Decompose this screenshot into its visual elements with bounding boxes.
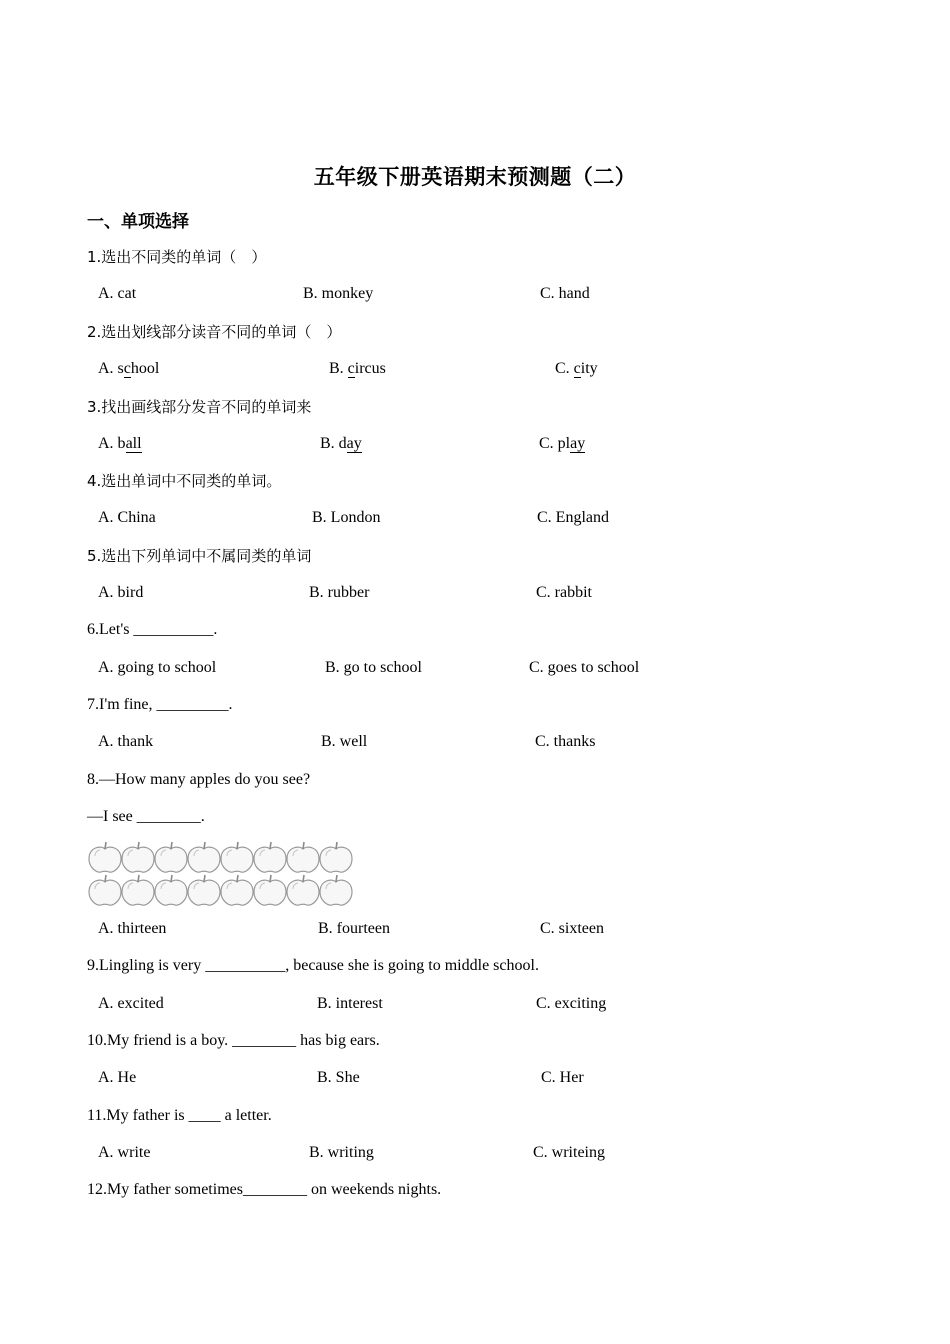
question-2-option-b[interactable]: B. circus — [329, 360, 386, 377]
page-title: 五年级下册英语期末预测题（二） — [313, 165, 637, 189]
apple-icon — [188, 842, 220, 872]
question-11-option-a[interactable]: A. write — [98, 1144, 151, 1161]
apple-icon — [221, 875, 253, 905]
question-5-option-c[interactable]: C. rabbit — [536, 584, 592, 601]
question-5-option-b[interactable]: B. rubber — [309, 584, 370, 601]
question-2-option-c[interactable]: C. city — [555, 360, 598, 377]
apple-icon — [320, 842, 352, 872]
underlined-part: ay — [570, 435, 586, 452]
question-8-option-a[interactable]: A. thirteen — [98, 920, 167, 937]
apple-icon — [122, 875, 154, 905]
underlined-part: c — [573, 360, 581, 377]
question-7-stem: 7.I'm fine, _________. — [87, 696, 233, 713]
question-6-option-a[interactable]: A. going to school — [98, 659, 217, 676]
question-3-option-b[interactable]: B. day — [320, 435, 362, 452]
underlined-part: ay — [346, 435, 362, 452]
question-10-option-a[interactable]: A. He — [98, 1069, 137, 1086]
question-11-stem: 11.My father is ____ a letter. — [87, 1107, 272, 1124]
question-1-option-a[interactable]: A. cat — [98, 285, 137, 302]
question-6-option-c[interactable]: C. goes to school — [529, 659, 640, 676]
question-7-option-c[interactable]: C. thanks — [535, 733, 596, 750]
question-6-stem: 6.Let's __________. — [87, 621, 218, 638]
apples-illustration — [88, 840, 353, 908]
question-10-option-c[interactable]: C. Her — [541, 1069, 584, 1086]
question-9-option-c[interactable]: C. exciting — [536, 995, 607, 1012]
question-3-stem: 3.找出画线部分发音不同的单词来 — [87, 398, 312, 416]
question-8-option-c[interactable]: C. sixteen — [540, 920, 604, 937]
question-3-option-a[interactable]: A. ball — [98, 435, 142, 452]
question-1-option-b[interactable]: B. monkey — [303, 285, 374, 302]
apple-icon — [188, 875, 220, 905]
question-7-option-a[interactable]: A. thank — [98, 733, 154, 750]
question-4-option-b[interactable]: B. London — [312, 509, 381, 526]
apple-icon — [287, 875, 319, 905]
underlined-part: c — [347, 360, 355, 377]
question-4-option-a[interactable]: A. China — [98, 509, 156, 526]
apple-icon — [254, 842, 286, 872]
question-11-option-b[interactable]: B. writing — [309, 1144, 374, 1161]
question-10-stem: 10.My friend is a boy. ________ has big ears. — [87, 1032, 380, 1049]
question-2-option-a[interactable]: A. school — [98, 360, 160, 377]
underlined-part: all — [125, 435, 142, 452]
question-7-option-b[interactable]: B. well — [321, 733, 368, 750]
underlined-part: c — [123, 360, 131, 377]
question-8-stem: 8.—How many apples do you see? — [87, 771, 311, 788]
apple-icon — [287, 842, 319, 872]
question-11-option-c[interactable]: C. writeing — [533, 1144, 605, 1161]
section-heading: 一、单项选择 — [87, 212, 189, 232]
question-6-option-b[interactable]: B. go to school — [325, 659, 422, 676]
question-9-stem: 9.Lingling is very __________, because she is going to middle school. — [87, 957, 539, 974]
apple-icon — [155, 875, 187, 905]
question-9-option-a[interactable]: A. excited — [98, 995, 164, 1012]
apple-icon — [155, 842, 187, 872]
apple-icon — [320, 875, 352, 905]
question-5-stem: 5.选出下列单词中不属同类的单词 — [87, 547, 312, 565]
question-10-option-b[interactable]: B. She — [317, 1069, 360, 1086]
question-4-stem: 4.选出单词中不同类的单词。 — [87, 472, 282, 490]
question-1-stem: 1.选出不同类的单词（ ） — [87, 248, 267, 266]
apple-icon — [89, 842, 121, 872]
question-4-option-c[interactable]: C. England — [537, 509, 609, 526]
apple-icon — [122, 842, 154, 872]
question-5-option-a[interactable]: A. bird — [98, 584, 144, 601]
question-2-stem: 2.选出划线部分读音不同的单词（ ） — [87, 323, 342, 341]
question-1-option-c[interactable]: C. hand — [540, 285, 590, 302]
apple-icon — [89, 875, 121, 905]
apple-icon — [221, 842, 253, 872]
question-9-option-b[interactable]: B. interest — [317, 995, 383, 1012]
question-8-stem-reply: —I see ________. — [87, 808, 205, 825]
question-12-stem: 12.My father sometimes________ on weekends nights. — [87, 1181, 442, 1198]
question-3-option-c[interactable]: C. play — [539, 435, 586, 452]
question-8-option-b[interactable]: B. fourteen — [318, 920, 390, 937]
apple-icon — [254, 875, 286, 905]
